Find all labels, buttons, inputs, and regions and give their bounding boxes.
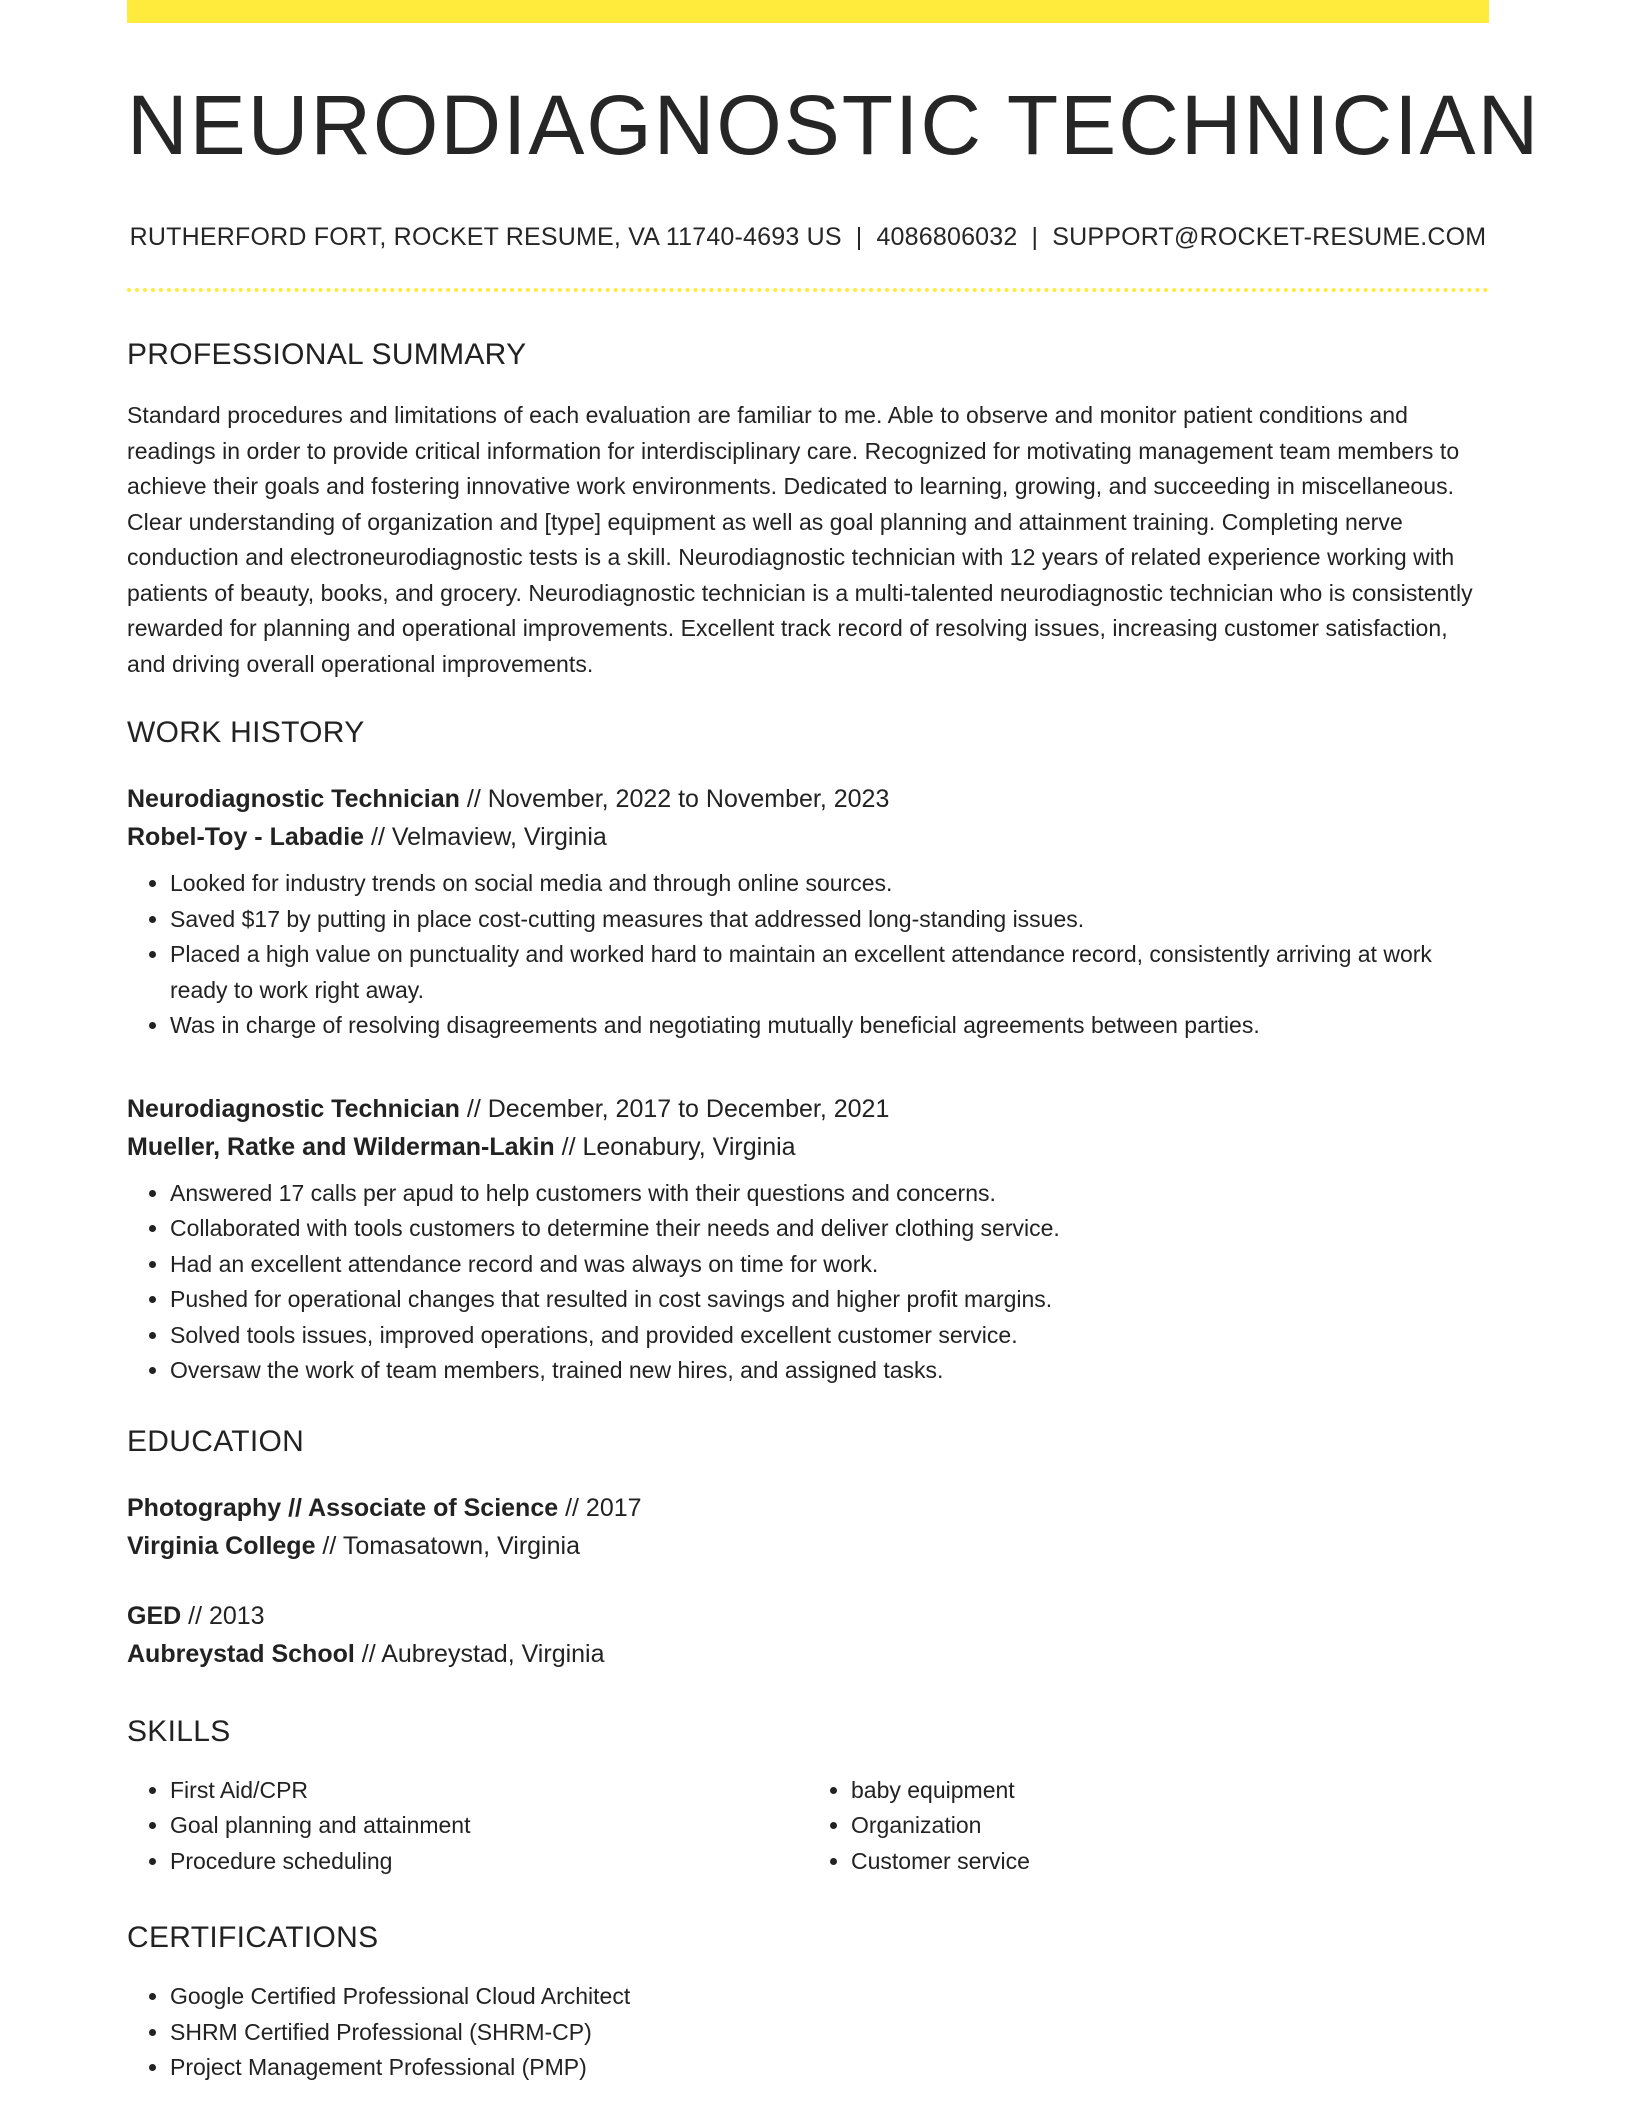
job-location: // Leonabury, Virginia <box>554 1132 796 1161</box>
list-item: • Answered 17 calls per apud to help customers with their questions and concerns. <box>170 1176 1489 1212</box>
contact-separator: | <box>855 223 863 251</box>
job-location: // Velmaview, Virginia <box>364 823 607 851</box>
section-title-work-history: WORK HISTORY <box>127 716 365 749</box>
contact-phone: 4086806032 <box>876 223 1018 251</box>
job-employer <box>127 818 1489 856</box>
job-role: Neurodiagnostic Technician <box>127 785 460 813</box>
job-company: Mueller, Ratke and Wilderman-Lakin <box>127 1132 555 1161</box>
job-bullets <box>127 866 1489 1044</box>
list-item: • Customer service <box>851 1844 1489 1880</box>
job-role: Neurodiagnostic Technician <box>127 1094 460 1123</box>
education-year: // 2017 <box>558 1493 642 1522</box>
list-item: • SHRM Certified Professional (SHRM-CP) <box>170 2015 1489 2051</box>
list-item: • First Aid/CPR <box>170 1773 808 1809</box>
contact-line <box>127 223 1489 252</box>
job-entry <box>127 780 1489 1044</box>
list-item: • Was in charge of resolving disagreements and negotiating mutually beneficial agreements between parties. <box>170 1008 1489 1044</box>
job-dates: // December, 2017 to December, 2021 <box>459 1094 890 1123</box>
list-item: • Solved tools issues, improved operations, and provided excellent customer service. <box>170 1318 1489 1354</box>
resume-page <box>127 0 1541 2086</box>
contact-address: RUTHERFORD FORT, ROCKET RESUME, VA 11740-4693 US <box>129 223 842 251</box>
list-item: • Organization <box>851 1808 1489 1844</box>
section-title-education: EDUCATION <box>127 1424 305 1458</box>
list-item: • Procedure scheduling <box>170 1844 808 1880</box>
education-degree: GED <box>127 1601 182 1630</box>
education-heading <box>127 1489 1489 1527</box>
list-item: • Project Management Professional (PMP) <box>170 2050 1489 2086</box>
accent-top-bar <box>127 0 1489 23</box>
job-company: Robel-Toy - Labadie <box>127 823 365 851</box>
list-item: • baby equipment <box>851 1773 1489 1809</box>
education-school: Aubreystad School <box>127 1639 355 1668</box>
summary-text: Standard procedures and limitations of each evaluation are familiar to me. Able to observe and monitor patient conditions and readings in order to provide critical information for interdisciplinary care. Recognized for motivating management team members to achieve their goals and fostering innovative work environments. Dedicated to learning, growing, and succeeding in miscellaneous. Clear understanding of organization and [type] equipment as well as goal planning and attainment training. Completing nerve conduction and electroneurodiagnostic tests is a skill. Neurodiagnostic technician with 12 years of related experience working with patients of beauty, books, and grocery. Neurodiagnostic technician is a multi-talented neurodiagnostic technician who is consistently rewarded for planning and operational improvements. Excellent track record of resolving issues, increasing customer satisfaction, and driving overall operational improvements. <box>127 402 1473 677</box>
section-title-skills: SKILLS <box>127 1714 231 1748</box>
list-item: • Collaborated with tools customers to determine their needs and deliver clothing service. <box>170 1211 1489 1247</box>
section-title-summary: PROFESSIONAL SUMMARY <box>127 338 527 371</box>
job-heading <box>127 780 1489 818</box>
education-heading <box>127 1597 1489 1635</box>
list-item: • Saved $17 by putting in place cost-cutting measures that addressed long-standing issues. <box>170 902 1489 938</box>
education-year: // 2013 <box>181 1601 265 1630</box>
skills-list-left <box>127 1773 808 1880</box>
certifications-list <box>127 1979 1489 2086</box>
education-school-line <box>127 1527 1489 1565</box>
dotted-divider <box>127 288 1489 292</box>
contact-email: SUPPORT@ROCKET-RESUME.COM <box>1052 223 1487 251</box>
education-entry <box>127 1489 1489 1565</box>
job-heading <box>127 1090 1489 1128</box>
certifications-block <box>127 1979 1489 2086</box>
job-dates: // November, 2022 to November, 2023 <box>459 785 890 813</box>
education-school: Virginia College <box>127 1531 316 1560</box>
education-entry <box>127 1597 1489 1673</box>
education-school-line <box>127 1635 1489 1673</box>
skills-columns <box>127 1773 1489 1880</box>
list-item: • Looked for industry trends on social media and through online sources. <box>170 866 1489 902</box>
job-employer <box>127 1128 1489 1166</box>
contact-separator: | <box>1031 223 1039 251</box>
education-degree: Photography // Associate of Science <box>127 1493 559 1522</box>
list-item: • Goal planning and attainment <box>170 1808 808 1844</box>
list-item: • Pushed for operational changes that resulted in cost savings and higher profit margins. <box>170 1282 1489 1318</box>
list-item: • Placed a high value on punctuality and worked hard to maintain an excellent attendance record, consistently arriving at work ready to work right away. <box>170 937 1489 1008</box>
list-item: • Oversaw the work of team members, trained new hires, and assigned tasks. <box>170 1353 1489 1389</box>
job-entry <box>127 1090 1489 1389</box>
list-item: • Google Certified Professional Cloud Architect <box>170 1979 1489 2015</box>
list-item: • Had an excellent attendance record and was always on time for work. <box>170 1247 1489 1283</box>
education-location: // Tomasatown, Virginia <box>315 1531 580 1560</box>
resume-name-title: NEURODIAGNOSTIC TECHNICIAN <box>127 78 1541 172</box>
section-title-certifications: CERTIFICATIONS <box>127 1921 379 1954</box>
job-bullets <box>127 1176 1489 1389</box>
education-location: // Aubreystad, Virginia <box>354 1639 605 1668</box>
skills-list-right <box>808 1773 1489 1880</box>
